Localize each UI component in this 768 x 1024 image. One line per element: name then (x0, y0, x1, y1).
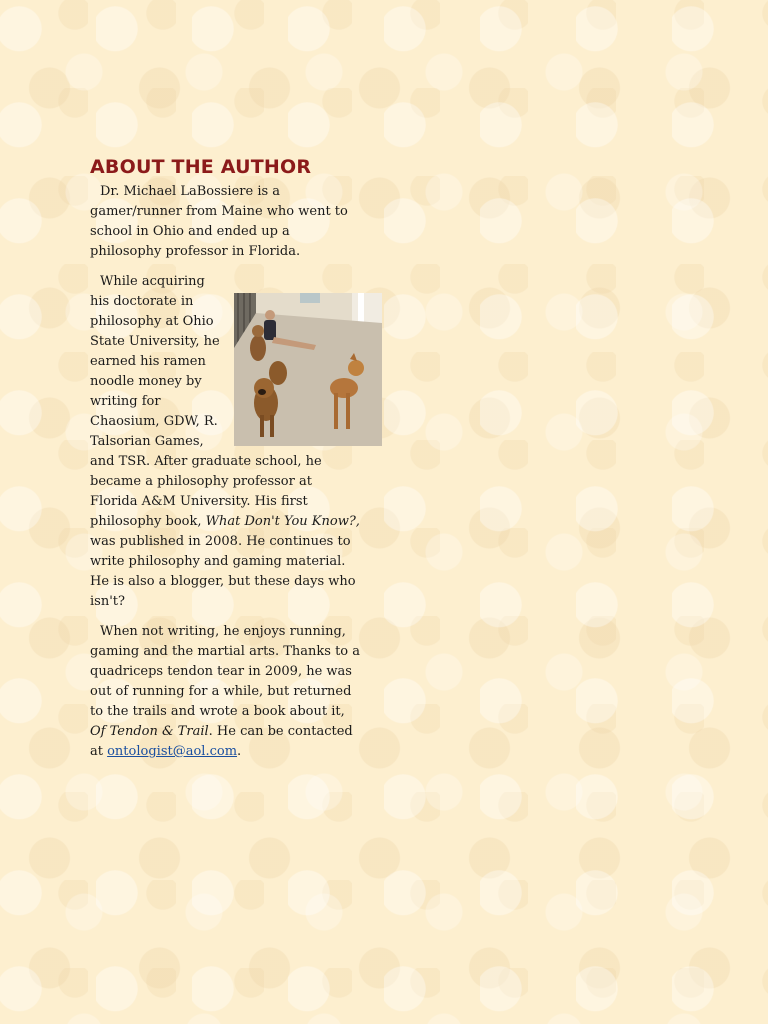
paragraph-intro: Dr. Michael LaBossiere is a gamer/runner from Maine who went to school in Ohio and ended up a philosophy professor in Florida. (90, 184, 348, 259)
hobbies-text-2: . He can be contacted at (90, 724, 353, 759)
hobbies-text-3: . (237, 744, 242, 759)
hobbies-text-1: When not writing, he enjoys running, gaming and the martial arts. Thanks to a quadriceps tendon tear in 2009, he was out of running for a while, but returned to the trails and wrote a book about it, (90, 624, 361, 719)
author-with-dogs-photo (234, 293, 382, 446)
paragraph-career (90, 272, 362, 612)
email-link[interactable]: ontologist@aol.com (107, 744, 238, 759)
section-heading: ABOUT THE AUTHOR (90, 156, 312, 178)
about-author-section (90, 156, 362, 772)
paragraph-hobbies (90, 622, 362, 762)
author-photo (234, 293, 382, 446)
book-title-of-tendon-and-trail: Of Tendon & Trail (90, 724, 209, 739)
career-text-2: was published in 2008. He continues to write philosophy and gaming material. He is also a blogger, but these days who isn't? (90, 534, 356, 609)
book-title-what-dont-you-know: What Don't You Know?, (205, 514, 360, 529)
career-text-1: While acquiring his doctorate in philosophy at Ohio State University, he earned his ramen noodle money by writing for Chaosium, GDW, R. Talsorian Games, and TSR. After graduate school, he became a philosophy professor at Florida A&M University. His first philosophy book, (90, 274, 322, 529)
